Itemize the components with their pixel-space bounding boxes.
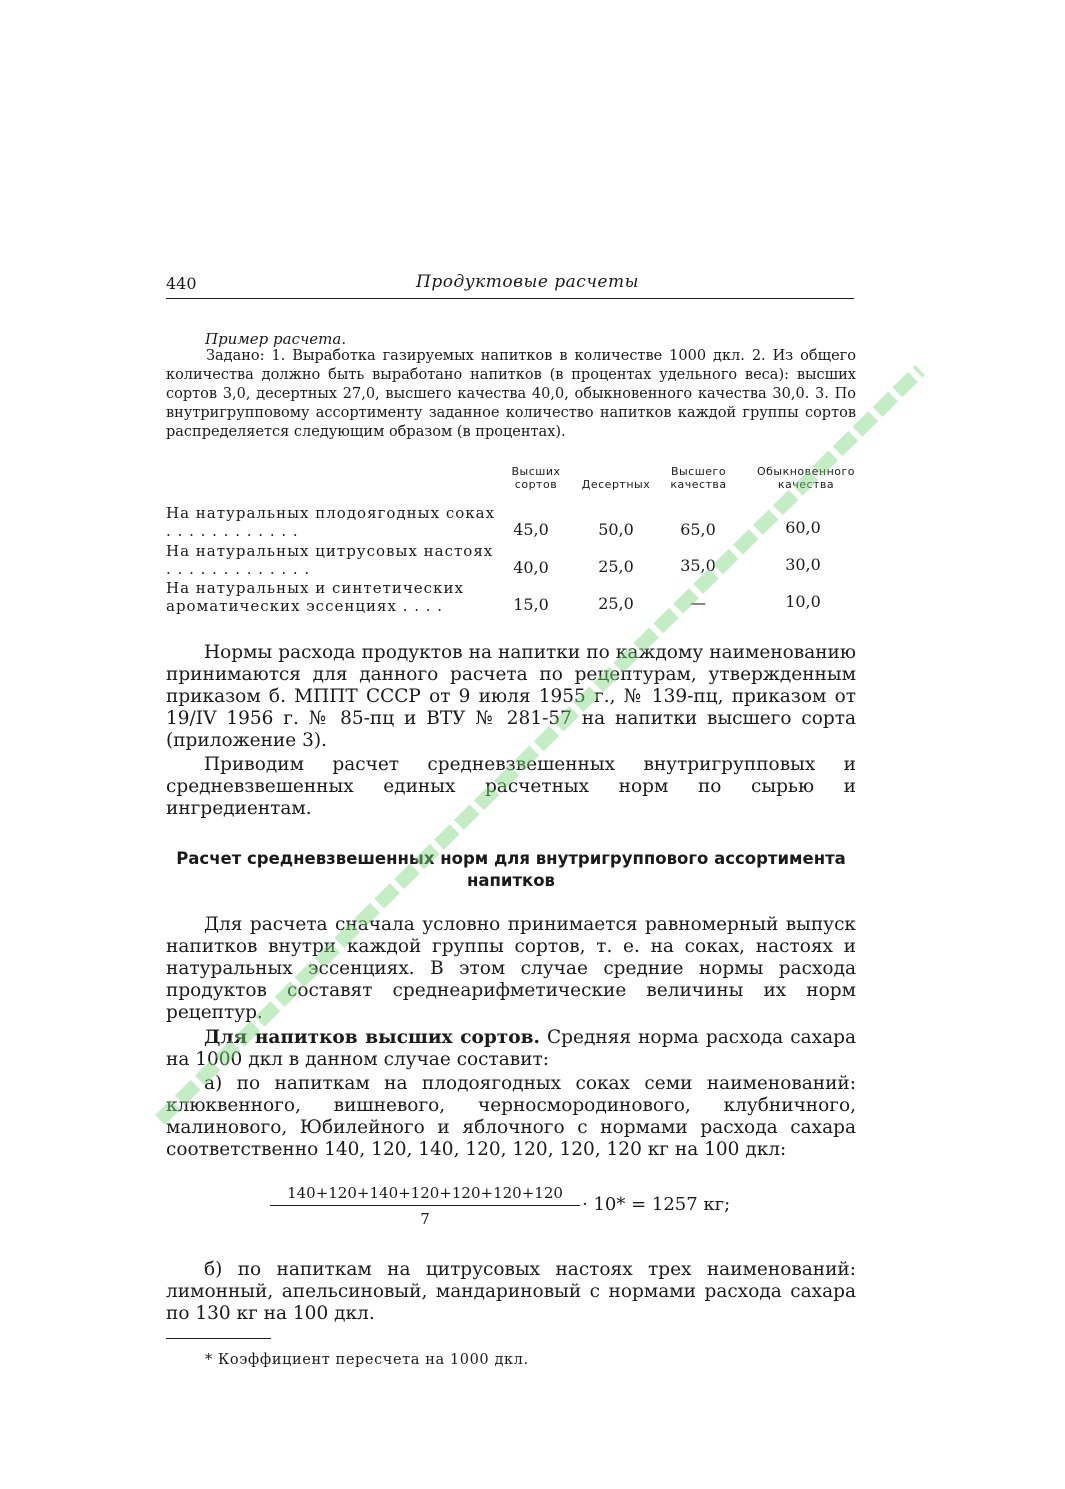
table-row-label: На натуральных плодоягодных соках . . . . . . . . . . . .	[166, 504, 496, 540]
table-cell: 25,0	[598, 557, 634, 576]
table-cell: 25,0	[598, 594, 634, 613]
column-header: Высшего качества	[670, 465, 727, 491]
fraction	[270, 1184, 580, 1228]
table-cell: 50,0	[598, 520, 634, 539]
paragraph-fruit-juices: а) по напиткам на плодоягодных соках семи наименований: клюквенного, вишневого, черносмородинового, клубничного, малинового, Юбилейного и яблочного с нормами расхода сахара соответственно 140, 120, 140, 120, 120, 120, 120 кг на 100 дкл:	[166, 1073, 856, 1160]
column-header: Обыкновенного качества	[756, 465, 856, 491]
paragraph-method: Для расчета сначала условно принимается равномерный выпуск напитков внутри каждой группы сортов, т. е. на соках, настоях и натуральных эссенциях. В этом случае средние нормы расхода продуктов составят среднеарифметические величины их норм рецептур.	[166, 914, 856, 1023]
formula	[270, 1184, 770, 1230]
page-number: 440	[166, 274, 197, 293]
table-row-label: На натуральных и синтетических ароматических эссенциях . . . .	[166, 579, 464, 615]
paragraph-lead-text: Средняя норма расхода сахара на 1000 дкл в данном случае составит:	[166, 1027, 856, 1070]
paragraph-norms: Нормы расхода продуктов на напитки по каждому наименованию принимаются для данного расчета по рецептурам, утвержденным приказом б. МППТ СССР от 9 июля 1955 г., № 139-пц, приказом от 19/IV 1956 г. № 85-пц и ВТУ № 281-57 на напитки высшего сорта (приложение 3).	[166, 642, 856, 751]
section-heading: Расчет средневзвешенных норм для внутригруппового ассортимента напитков	[176, 849, 846, 890]
running-title: Продуктовые расчеты	[416, 272, 639, 292]
paragraph-intro: Приводим расчет средневзвешенных внутригрупповых и средневзвешенных единых расчетных норм по сырью и ингредиентам.	[166, 754, 856, 819]
table-cell: 15,0	[513, 595, 549, 614]
table-cell: 45,0	[513, 520, 549, 539]
paragraph-highest-grade	[166, 1027, 856, 1071]
column-header: Десертных	[581, 478, 651, 491]
footnote: * Коэффициент пересчета на 1000 дкл.	[205, 1352, 529, 1368]
given-text: Задано: 1. Выработка газируемых напитков в количестве 1000 дкл. 2. Из общего количества должно быть выработано напитков (в процентах удельного веса): высших сортов 3,0, десертных 27,0, высшего качества 40,0, обыкновенного качества 30,0. 3. По внутригрупповому ассортименту заданное количество напитков каждой группы сортов распределяется следующим образом (в процентах).	[166, 348, 856, 440]
table-cell: 10,0	[785, 592, 821, 611]
formula-result: · 10* = 1257 кг;	[582, 1194, 731, 1215]
formula-numerator: 140+120+140+120+120+120+120	[270, 1184, 580, 1206]
table-cell: 30,0	[785, 555, 821, 574]
table-cell: 40,0	[513, 558, 549, 577]
paragraph-citrus: б) по напиткам на цитрусовых настоях трех наименований: лимонный, апельсиновый, мандариновый с нормами расхода сахара по 130 кг на 100 дкл.	[166, 1259, 856, 1324]
table-cell: 65,0	[680, 520, 716, 539]
footnote-divider	[166, 1338, 271, 1339]
table-cell: 60,0	[785, 518, 821, 537]
paragraph-lead-bold: Для напитков высших сортов.	[204, 1027, 540, 1048]
formula-denominator: 7	[420, 1210, 430, 1228]
table-cell: —	[690, 593, 706, 612]
column-header: Высших сортов	[511, 465, 561, 491]
table-row-label: На натуральных цитрусовых настоях . . . . . . . . . . . . .	[166, 542, 494, 578]
table-cell: 35,0	[680, 556, 716, 575]
page-header	[166, 270, 854, 299]
given-conditions	[166, 347, 856, 442]
example-title: Пример расчета.	[205, 330, 347, 348]
